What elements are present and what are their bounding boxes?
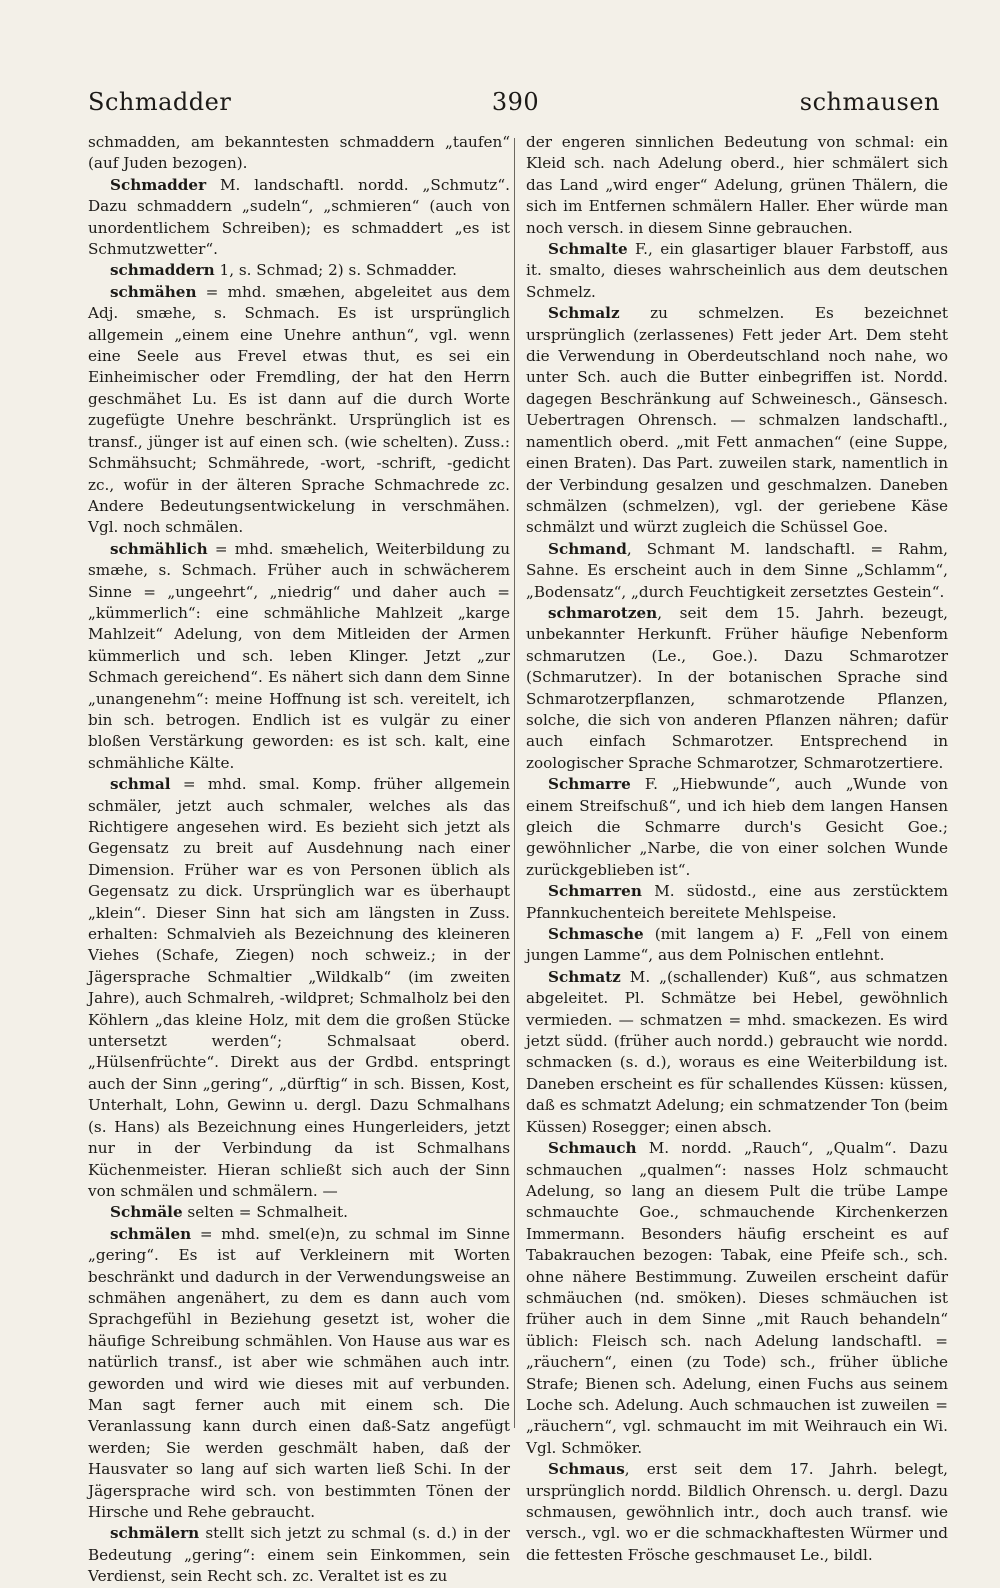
dictionary-entry	[526, 303, 948, 538]
dictionary-entry	[88, 1523, 510, 1587]
entry-headword: schmälen	[110, 1224, 192, 1243]
entry-text: stellt sich jetzt zu schmal (s. d.) in der Bedeutung „gering“: einem sein Einkommen, sein Verdienst, sein Recht sch. zc. Veraltet ist es zu	[88, 1524, 510, 1586]
dictionary-entry	[88, 1202, 510, 1223]
entry-text: 1, s. Schmad; 2) s. Schmadder.	[214, 261, 457, 280]
entry-headword: Schmäle	[110, 1203, 183, 1222]
dictionary-entry	[88, 282, 510, 539]
dictionary-entry	[526, 967, 948, 1138]
column-divider	[514, 138, 515, 1428]
entry-headword: Schmarre	[548, 775, 631, 794]
entry-text: schmadden, am bekanntesten schmaddern „taufen“ (auf Juden bezogen).	[88, 133, 510, 173]
entry-text: , erst seit dem 17. Jahrh. belegt, ursprünglich nordd. Bildlich Ohrensch. u. dergl. Dazu schmausen, gewöhnlich intr., doch auch transf. wie versch., vgl. wo er die schmackhaftesten Würmer und die fettesten Frösche geschmauset Le., bildl.	[526, 1460, 948, 1564]
left-column	[88, 132, 510, 1586]
dictionary-entry	[526, 924, 948, 967]
entry-headword: Schmadder	[110, 175, 207, 194]
entry-headword: schmälern	[110, 1524, 200, 1543]
dictionary-entry	[526, 239, 948, 303]
dictionary-entry	[526, 1138, 948, 1459]
entry-headword: schmählich	[110, 539, 208, 558]
entry-headword: Schmaus	[548, 1460, 625, 1479]
dictionary-entry	[88, 175, 510, 261]
dictionary-entry	[88, 774, 510, 1202]
dictionary-entry	[526, 603, 948, 774]
entry-text: , Schmant M. landschaftl. = Rahm, Sahne. Es erscheint auch in dem Sinne „Schlamm“, „Bodensatz“, „durch Feuchtigkeit zersetztes Gestein“.	[526, 539, 948, 601]
dictionary-entry	[88, 260, 510, 281]
entry-headword: Schmauch	[548, 1139, 637, 1158]
entry-headword: schmarotzen	[548, 603, 658, 622]
entry-headword: Schmatz	[548, 967, 621, 986]
entry-headword: Schmasche	[548, 925, 644, 944]
entry-text: (mit langem a) F. „Fell von einem jungen Lamme“, aus dem Polnischen entlehnt.	[526, 925, 948, 965]
dictionary-entry	[526, 881, 948, 924]
entry-headword: Schmarren	[548, 882, 642, 901]
entry-text: F., ein glasartiger blauer Farbstoff, aus it. smalto, dieses wahrscheinlich aus dem deutschen Schmelz.	[526, 240, 948, 301]
entry-text: , seit dem 15. Jahrh. bezeugt, unbekannter Herkunft. Früher häufige Nebenform schmarutzen (Le., Goe.). Dazu Schmarotzer (Schmarutzer). In der botanischen Sprache sind Schmarotzerpflanzen, schmarotzende Pflanzen, solche, die sich von anderen Pflanzen nähren; dafür auch einfach Schmarotzer. Entsprechend in zoologischer Sprache Schmarotzer, Schmarotzertiere.	[526, 603, 948, 772]
entry-text: zu schmelzen. Es bezeichnet ursprünglich (zerlassenes) Fett jeder Art. Dem steht die Verwendung in Oberdeutschland noch nahe, wo unter Sch. auch die Butter einbegriffen ist. Nordd. dagegen Beschränkung auf Schweinesch., Gänsesch. Uebertragen Ohrensch. — schmalzen landschaftl., namentlich oberd. „mit Fett anmachen“ (eine Suppe, einen Braten). Das Part. zuweilen stark, namentlich in der Verbindung gesalzen und geschmalzen. Daneben schmälzen (schmelzen), vgl. der geriebene Käse schmälzt und würzt zugleich die Schüssel Goe.	[526, 304, 948, 537]
header-left-guideword: Schmadder	[88, 88, 232, 116]
entry-headword: schmal	[110, 775, 171, 794]
dictionary-entry	[526, 1459, 948, 1566]
dictionary-entry	[88, 1224, 510, 1524]
right-column	[526, 132, 948, 1564]
dictionary-entry	[526, 539, 948, 603]
dictionary-entry	[526, 132, 948, 239]
entry-text: = mhd. smal. Komp. früher allgemein schmäler, jetzt auch schmaler, welches als das Richtigere angesehen wird. Es bezieht sich jetzt als Gegensatz zu breit auf Ausdehnung nach einer Dimension. Früher war es von Personen üblich als Gegensatz zu dick. Ursprünglich war es überhaupt „klein“. Dieser Sinn hat sich am längsten in Zuss. erhalten: Schmalvieh als Bezeichnung des kleineren Viehes (Schafe, Ziegen) noch schweiz.; in der Jägersprache Schmaltier „Wildkalb“ (im zweiten Jahre), auch Schmalreh, -wildpret; Schmalholz bei den Köhlern „das kleine Holz, mit dem die großen Stücke untersetzt werden“; Schmalsaat oberd. „Hülsenfrüchte“. Direkt aus der Grdbd. entspringt auch der Sinn „gering“, „dürftig“ in sch. Bissen, Kost, Unterhalt, Lohn, Gewinn u. dergl. Dazu Schmalhans (s. Hans) als Bezeichnung eines Hungerleiders, jetzt nur in der Verbindung da ist Schmalhans Küchenmeister. Hieran schließt sich auch der Sinn von schmälen und schmälern. —	[88, 775, 510, 1200]
entry-text: = mhd. smel(e)n, zu schmal im Sinne „gering“. Es ist auf Verkleinern mit Worten beschränkt und dadurch in der Verwendungsweise an schmähen angenähert, zu dem es dann auch vom Sprachgefühl in Beziehung gesetzt ist, woher die häufige Schreibung schmählen. Von Hause aus war es natürlich transf., ist aber wie schmähen auch intr. geworden und wird wie dieses mit auf verbunden. Man sagt ferner auch mit einem sch. Die Veranlassung kann durch einen daß-Satz angefügt werden; Sie werden geschmält haben, daß der Hausvater so lang auf sich warten ließ Schi. In der Jägersprache wird sch. von bestimmten Tönen der Hirsche und Rehe gebraucht.	[88, 1224, 510, 1521]
entry-headword: Schmalte	[548, 240, 628, 259]
entry-headword: Schmalz	[548, 304, 620, 323]
entry-text: M. südostd., eine aus zerstücktem Pfannkuchenteich bereitete Mehlspeise.	[526, 882, 948, 922]
entry-text: = mhd. smæhen, abgeleitet aus dem Adj. smæhe, s. Schmach. Es ist ursprünglich allgemein „einem eine Unehre anthun“, vgl. wenn eine Seele aus Frevel etwas thut, es sei ein Einheimischer oder Fremdling, der hat den Herrn geschmähet Lu. Es ist dann auf die durch Worte zugefügte Unehre beschränkt. Ursprünglich ist es transf., jünger ist auf einen sch. (wie schelten). Zuss.: Schmähsucht; Schmährede, -wort, -schrift, -gedicht zc., wofür in der älteren Sprache Schmachrede zc. Andere Bedeutungsentwickelung in verschmähen. Vgl. noch schmälen.	[88, 282, 510, 537]
entry-headword: schmaddern	[110, 261, 215, 280]
entry-headword: schmähen	[110, 282, 197, 301]
entry-text: = mhd. smæhelich, Weiterbildung zu smæhe, s. Schmach. Früher auch in schwächerem Sinne = „ungeehrt“, „niedrig“ und daher auch = „kümmerlich“: eine schmähliche Mahlzeit „karge Mahlzeit“ Adelung, von dem Mitleiden der Armen kümmerlich und sch. leben Klinger. Jetzt „zur Schmach gereichend“. Es nähert sich dann dem Sinne „unangenehm“: meine Hoffnung ist sch. vereitelt, ich bin sch. betrogen. Endlich ist es vulgär zu einer bloßen Verstärkung geworden: es ist sch. kalt, eine schmähliche Kälte.	[88, 539, 510, 772]
entry-text: der engeren sinnlichen Bedeutung von schmal: ein Kleid sch. nach Adelung oberd., hier schmälert sich das Land „wird enger“ Adelung, grünen Thälern, die sich im Entfernen schmälern Haller. Eher würde man noch versch. in diesem Sinne gebrauchen.	[526, 133, 948, 237]
dictionary-entry	[88, 132, 510, 175]
entry-text: F. „Hiebwunde“, auch „Wunde von einem Streifschuß“, und ich hieb dem langen Hansen gleich die Schmarre durch's Gesicht Goe.; gewöhnlicher „Narbe, die von einer solchen Wunde zurückgeblieben ist“.	[526, 775, 948, 879]
dictionary-entry	[88, 539, 510, 774]
entry-text: M. nordd. „Rauch“, „Qualm“. Dazu schmauchen „qualmen“: nasses Holz schmaucht Adelung, so lang an diesem Pult die trübe Lampe schmauchte Goe., schmauchende Kirchenkerzen Immermann. Besonders häufig erscheint es auf Tabakrauchen bezogen: Tabak, eine Pfeife sch., sch. ohne nähere Bestimmung. Zuweilen erscheint dafür schmäuchen (nd. smöken). Dieses schmäuchen ist früher auch in dem Sinne „mit Rauch behandeln“ üblich: Fleisch sch. nach Adelung landschaftl. = „räuchern“, einen (zu Tode) sch., früher übliche Strafe; Bienen sch. Adelung, einen Fuchs aus seinem Loche sch. Adelung. Auch schmauchen ist zuweilen = „räuchern“, vgl. schmaucht im mit Weihrauch ein Wi. Vgl. Schmöker.	[526, 1139, 948, 1457]
page-number: 390	[491, 88, 540, 116]
entry-headword: Schmand	[548, 539, 627, 558]
entry-text: M. „(schallender) Kuß“, aus schmatzen abgeleitet. Pl. Schmätze bei Hebel, gewöhnlich vermieden. — schmatzen = mhd. smackezen. Es wird jetzt südd. (früher auch nordd.) gebraucht wie nordd. schmacken (s. d.), woraus es eine Weiterbildung ist. Daneben erscheint es für schallendes Küssen: küssen, daß es schmatzt Adelung; ein schmatzender Ton (beim Küssen) Rosegger; einen absch.	[526, 967, 948, 1136]
running-header	[88, 88, 940, 118]
header-right-guideword: schmausen	[799, 88, 940, 116]
entry-text: M. landschaftl. nordd. „Schmutz“. Dazu schmaddern „sudeln“, „schmieren“ (auch von unordentlichem Schreiben); es schmaddert „es ist Schmutzwetter“.	[88, 175, 510, 259]
dictionary-entry	[526, 774, 948, 881]
entry-text: selten = Schmalheit.	[182, 1203, 348, 1222]
